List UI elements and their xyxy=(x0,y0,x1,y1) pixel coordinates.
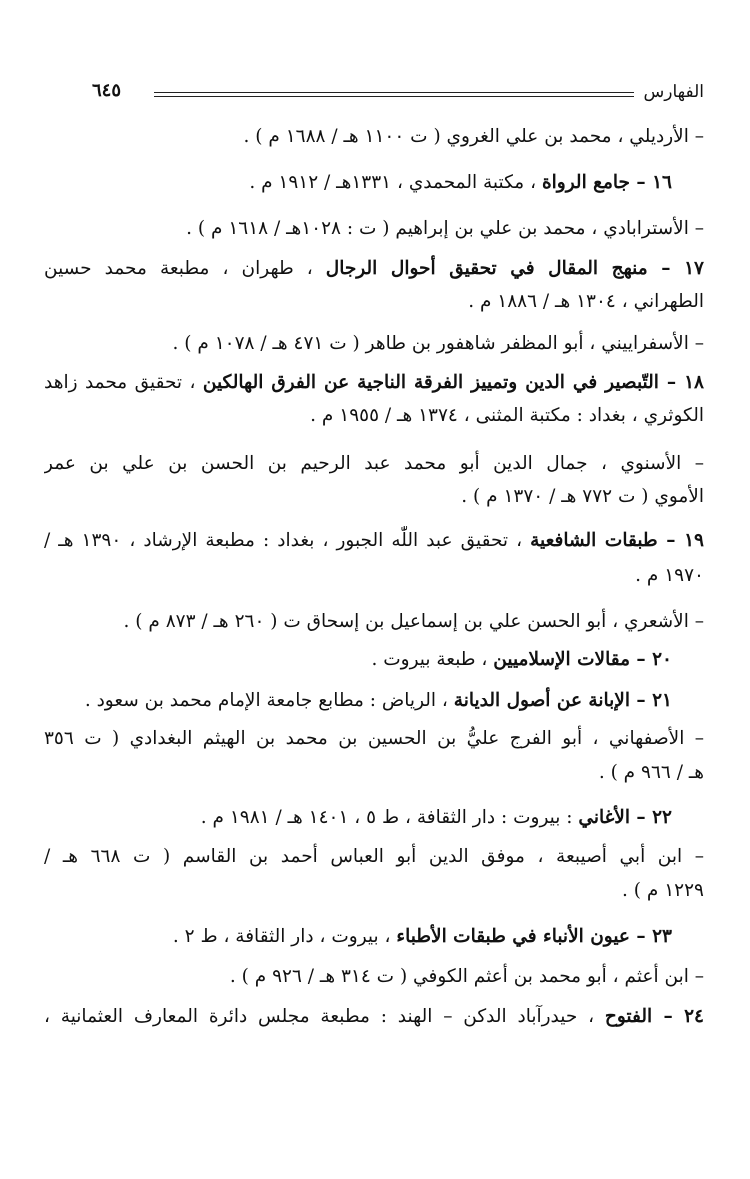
entry-text: ١٩٧٠ م . xyxy=(635,565,704,586)
text-line xyxy=(44,449,704,481)
entry-text: ، طبعة بيروت . xyxy=(371,649,494,670)
entry-title: ٢٠ – xyxy=(629,649,672,670)
running-title: الفهارس xyxy=(643,82,704,102)
entry-text: – ابن أعثم ، أبو محمد بن أعثم الكوفي ( ت ٣١٤ هـ / ٩٢٦ م ) . xyxy=(229,966,704,987)
text-line xyxy=(12,803,672,835)
text-line xyxy=(12,168,672,200)
entry-text: – الأسترابادي ، محمد بن علي بن إبراهيم ( ت : ١٠٢٨هـ / ١٦١٨ م ) . xyxy=(186,218,704,239)
header-rule xyxy=(154,92,634,97)
entry-text: الأموي ( ت ٧٧٢ هـ / ١٣٧٠ م ) . xyxy=(461,486,704,507)
page-number: ٦٤٥ xyxy=(92,80,122,101)
entry-title: ١٩ – xyxy=(657,530,704,551)
text-line xyxy=(44,287,704,319)
entry-text: – ابن أبي أصيبعة ، موفق الدين أبو العباس أحمد بن القاسم ( ت ٦٦٨ هـ / xyxy=(44,846,704,867)
entry-title: ١٨ – xyxy=(658,372,704,393)
text-line xyxy=(44,368,704,400)
entry-title: الأغاني xyxy=(578,807,630,828)
entry-text: ١٢٢٩ م ) . xyxy=(622,880,704,901)
entry-text: – الأسنوي ، جمال الدين أبو محمد عبد الرحيم بن الحسن بن علي بن عمر xyxy=(44,453,704,474)
entry-text: : بيروت : دار الثقافة ، ط ٥ ، ١٤٠١ هـ / ١٩٨١ م . xyxy=(200,807,579,828)
text-line xyxy=(44,561,704,593)
text-line xyxy=(44,122,704,154)
text-line xyxy=(44,254,704,286)
entry-text: – الأسفراييني ، أبو المظفر شاهفور بن طاهر ( ت ٤٧١ هـ / ١٠٧٨ م ) . xyxy=(172,333,704,354)
entry-text: الطهراني ، ١٣٠٤ هـ / ١٨٨٦ م . xyxy=(468,291,704,312)
entry-text: ، الرياض : مطابع جامعة الإمام محمد بن سعود . xyxy=(84,690,454,711)
entry-text: ، تحقيق محمد زاهد xyxy=(44,372,203,393)
text-line xyxy=(44,1002,704,1034)
text-line xyxy=(44,724,704,756)
entry-title: ١٧ – xyxy=(647,258,704,279)
page-header xyxy=(92,78,704,112)
entry-title: التّبصير في الدين وتمييز الفرقة الناجية عن الفرق الهالكين xyxy=(202,372,659,393)
entry-title: منهج المقال في تحقيق أحوال الرجال xyxy=(325,258,648,279)
entry-text: ، بيروت ، دار الثقافة ، ط ٢ . xyxy=(172,926,397,947)
entry-title: ١٦ – xyxy=(629,172,672,193)
text-line xyxy=(44,876,704,908)
entry-title: الإبانة عن أصول الديانة xyxy=(453,690,630,711)
text-line xyxy=(12,686,672,718)
text-line xyxy=(44,607,704,639)
text-line xyxy=(44,401,704,433)
entry-title: ٢٣ – xyxy=(629,926,672,947)
entry-text: – الأرديلي ، محمد بن علي الغروي ( ت ١١٠٠ هـ / ١٦٨٨ م ) . xyxy=(243,126,704,147)
entry-text: ، تحقيق عبد اللّٰه الجبور ، بغداد : مطبعة الإرشاد ، ١٣٩٠ هـ / xyxy=(44,530,531,551)
entry-text: الكوثري ، بغداد : مكتبة المثنى ، ١٣٧٤ هـ / ١٩٥٥ م . xyxy=(310,405,704,426)
text-line xyxy=(12,645,672,677)
text-line xyxy=(44,962,704,994)
entry-text: ، حيدرآباد الدكن – الهند : مطبعة مجلس دائرة المعارف العثمانية ، xyxy=(44,1006,605,1027)
text-line xyxy=(44,329,704,361)
text-line xyxy=(44,758,704,790)
entry-title: ٢٤ – xyxy=(652,1006,704,1027)
text-line xyxy=(44,214,704,246)
text-line xyxy=(12,922,672,954)
entry-text: هـ / ٩٦٦ م ) . xyxy=(598,762,704,783)
entry-text: ، طهران ، مطبعة محمد حسين xyxy=(44,258,326,279)
entry-title: طبقات الشافعية xyxy=(530,530,658,551)
entry-title: ٢١ – xyxy=(629,690,672,711)
entry-title: ٢٢ – xyxy=(629,807,672,828)
entry-title: مقالات الإسلاميين xyxy=(493,649,630,670)
entry-title: الفتوح xyxy=(604,1006,653,1027)
text-line xyxy=(44,482,704,514)
entry-title: جامع الرواة xyxy=(541,172,630,193)
entry-text: – الأصفهاني ، أبو الفرج عليُّ بن الحسين بن محمد بن الهيثم البغدادي ( ت ٣٥٦ xyxy=(44,728,704,749)
entry-text: ، مكتبة المحمدي ، ١٣٣١هـ / ١٩١٢ م . xyxy=(249,172,542,193)
entry-title: عيون الأنباء في طبقات الأطباء xyxy=(396,926,630,947)
entry-text: – الأشعري ، أبو الحسن علي بن إسماعيل بن إسحاق ت ( ٢٦٠ هـ / ٨٧٣ م ) . xyxy=(123,611,704,632)
text-line xyxy=(44,842,704,874)
text-line xyxy=(44,526,704,558)
